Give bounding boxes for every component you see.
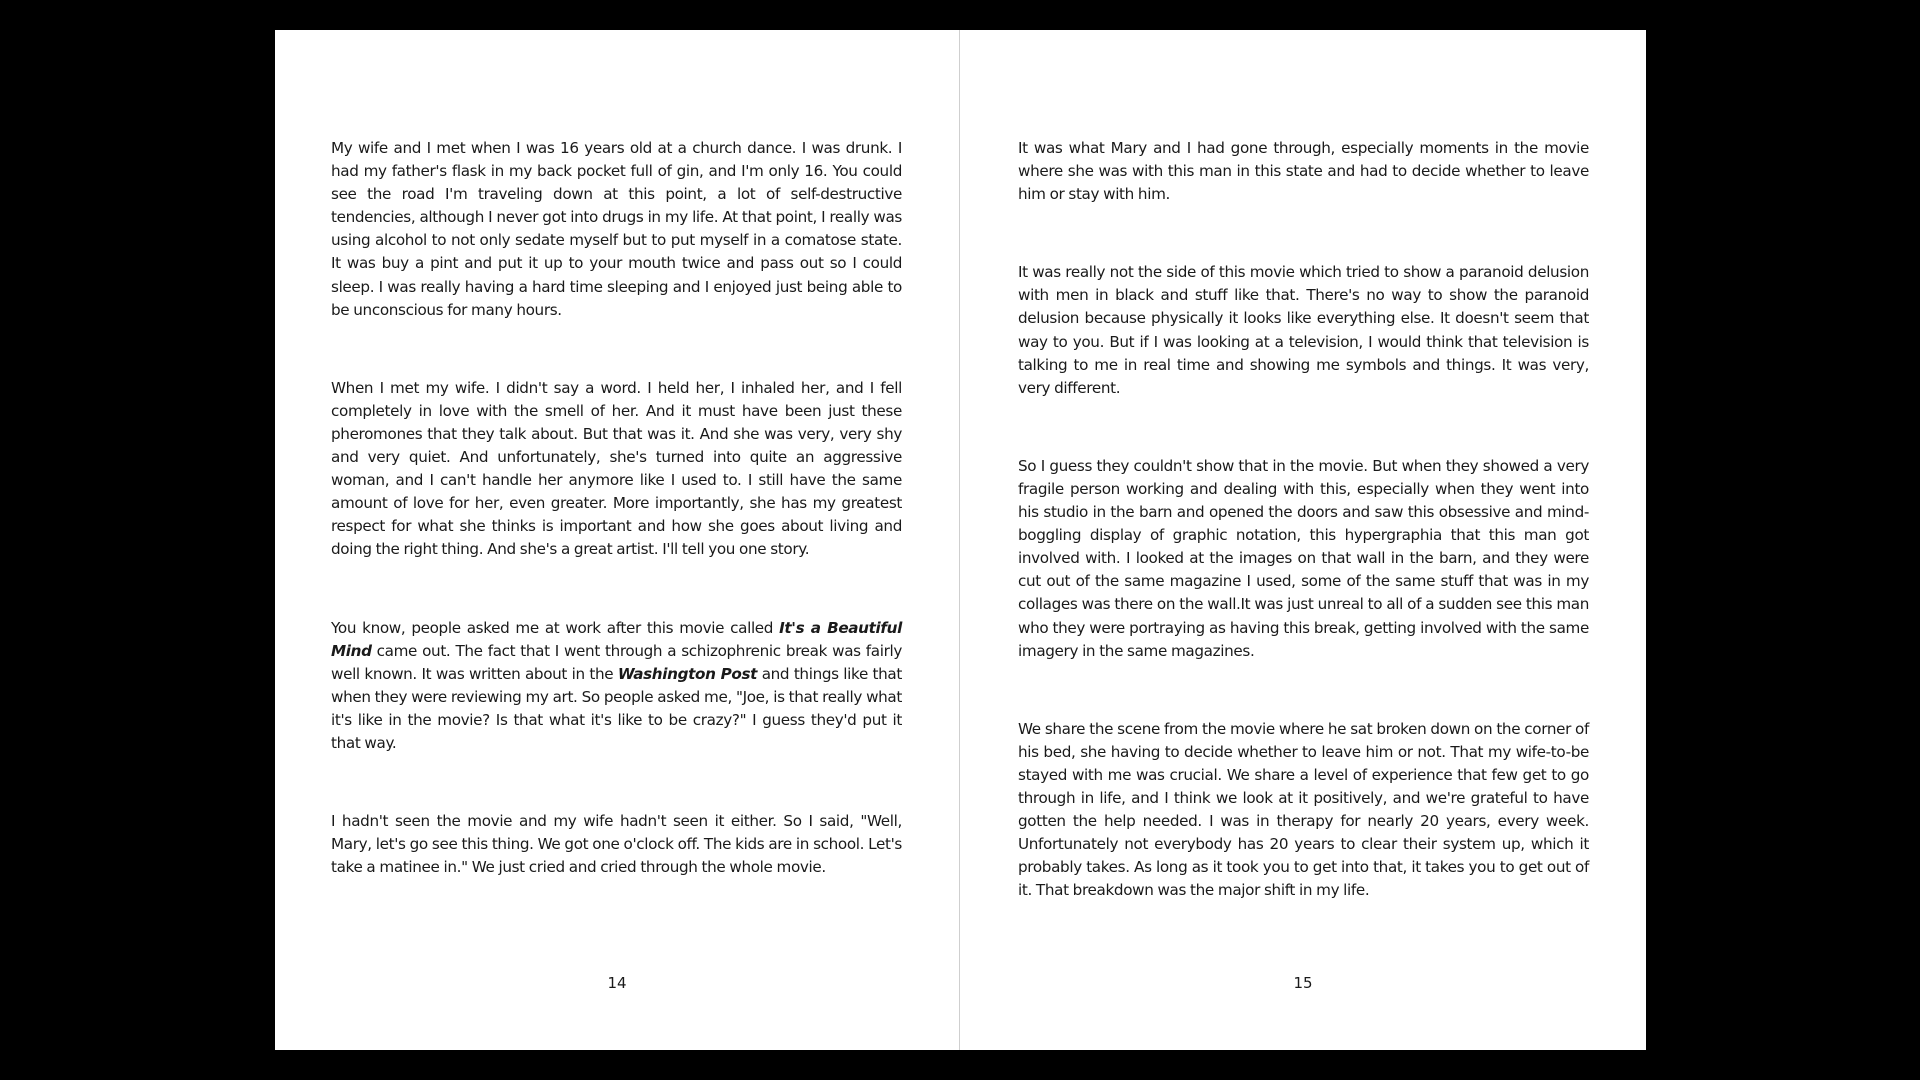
text-segment: came out. The fact that I went through a schizophrenic break was fairly well known. It was written about in the xyxy=(331,641,902,683)
text-segment: My wife and I met when I was 16 years old at a church dance. I was drunk. I had my father's flask in my back pocket full of gin, and I'm only 16. You could see the road I'm traveling down at this point, a lot of self-destructive tendencies, although I never got into drugs in my life. At that point, I really was using alcohol to not only sedate myself but to put myself in a comatose state. It was buy a pint and put it up to your mouth twice and pass out so I could sleep. I was really having a hard time sleeping and I enjoyed just being able to be unconscious for many hours. xyxy=(331,139,902,319)
emphasized-title: It's a Beautiful Mind xyxy=(331,618,902,660)
text-segment: We share the scene from the movie where he sat broken down on the corner of his bed, she having to decide whether to leave him or not. That my wife-to-be stayed with me was crucial. We share a level of experience that few get to go through in life, and I think we look at it positively, and we're grateful to have gotten the help needed. I was in therapy for nearly 20 years, every week. Unfortunately not everybody has 20 years to clear their system up, which it probably takes. As long as it took you to get into that, it takes you to get out of it. That breakdown was the major shift in my life. xyxy=(1018,719,1589,900)
text-segment: and things like that when they were reviewing my art. So people asked me, "Joe, is that really what it's like in the movie? Is that what it's like to be crazy?" I guess they'd put it that way. xyxy=(331,664,902,752)
paragraph xyxy=(331,377,902,562)
paragraph xyxy=(1018,137,1589,206)
text-segment: You know, people asked me at work after this movie called xyxy=(331,618,780,637)
text-segment: When I met my wife. I didn't say a word. I held her, I inhaled her, and I fell completely in love with the smell of her. And it must have been just these pheromones that they talk about. But that was it. And she was very, very shy and very quiet. And unfortunately, she's turned into quite an aggressive woman, and I can't handle her anymore like I used to. I still have the same amount of love for her, even greater. More importantly, she has my greatest respect for what she thinks is important and how she goes about living and doing the right thing. And she's a great artist. I'll tell you one story. xyxy=(331,378,902,559)
paragraph xyxy=(1018,718,1589,903)
right-page[interactable] xyxy=(960,30,1646,1050)
text-segment: I hadn't seen the movie and my wife hadn't seen it either. So I said, "Well, Mary, let's go see this thing. We got one o'clock off. The kids are in school. Let's take a matinee in." We just cried and cried through the whole movie. xyxy=(331,812,902,877)
left-page[interactable] xyxy=(275,30,960,1050)
emphasized-title: Washington Post xyxy=(617,664,758,683)
left-page-body xyxy=(331,137,902,934)
text-segment: It was what Mary and I had gone through, especially moments in the movie where she was with this man in this state and had to decide whether to leave him or stay with him. xyxy=(1018,139,1589,204)
book-spread xyxy=(275,30,1646,1050)
page-number: 15 xyxy=(1293,974,1313,992)
paragraph xyxy=(1018,261,1589,400)
paragraph xyxy=(331,137,902,322)
page-number: 14 xyxy=(607,974,627,992)
text-segment: It was really not the side of this movie which tried to show a paranoid delusion with men in black and stuff like that. There's no way to show the paranoid delusion because physically it looks like everything else. It doesn't seem that way to you. But if I was looking at a television, I would think that television is talking to me in real time and showing me symbols and things. It was very, very different. xyxy=(1018,263,1589,397)
paragraph xyxy=(331,617,902,756)
paragraph xyxy=(1018,455,1589,663)
paragraph xyxy=(331,810,902,879)
right-page-body xyxy=(1018,137,1589,957)
text-segment: So I guess they couldn't show that in the movie. But when they showed a very fragile person working and dealing with this, especially when they went into his studio in the barn and opened the doors and saw this obsessive and mind-boggling display of graphic notation, this hypergraphia that this man got involved with. I looked at the images on that wall in the barn, and they were cut out of the same magazine I used, some of the same stuff that was in my collages was there on the wall.It was just unreal to all of a sudden see this man who they were portraying as having this break, getting involved with the same imagery in the same magazines. xyxy=(1018,456,1589,660)
